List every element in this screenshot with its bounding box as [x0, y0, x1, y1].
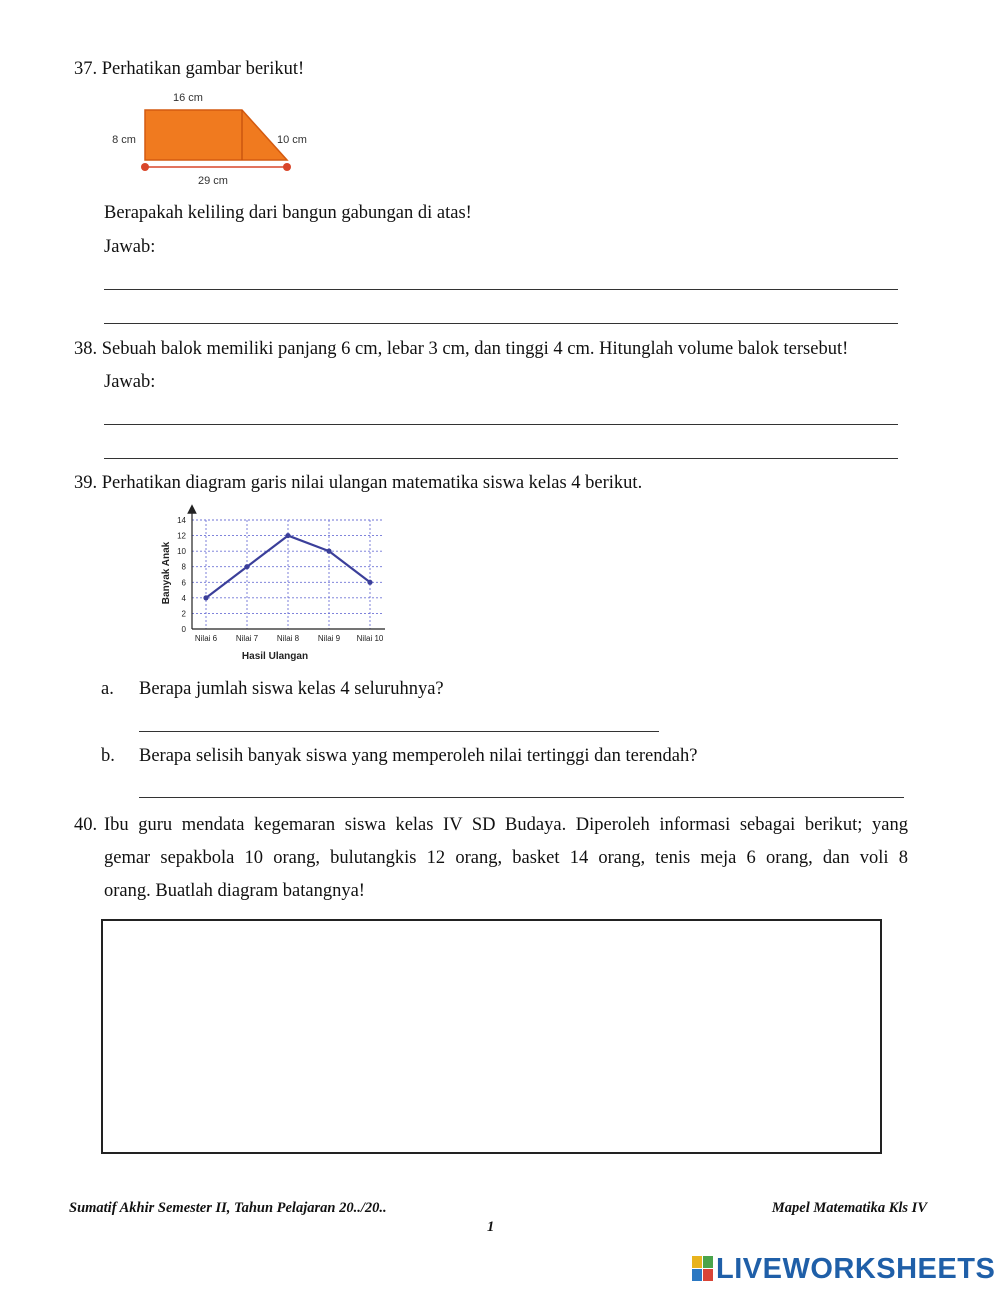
x-tick-label: Nilai 8 — [276, 634, 300, 643]
x-tick-label: Nilai 10 — [356, 634, 384, 643]
composite-shape — [145, 110, 287, 160]
label-bottom: 29 cm — [198, 175, 228, 187]
y-tick-label: 10 — [177, 547, 186, 557]
y-tick-label: 4 — [181, 593, 186, 603]
q37-number: 37. — [74, 59, 98, 79]
base-measure-dot-left — [141, 163, 149, 171]
y-tick-label: 0 — [181, 625, 186, 634]
q38-answer-line-2[interactable] — [104, 458, 898, 459]
q39-sub-a: Berapa jumlah siswa kelas 4 seluruhnya? — [139, 679, 444, 699]
q38-number: 38. — [74, 339, 98, 359]
data-point — [367, 580, 372, 585]
q40-line-3: orang. Buatlah diagram batangnya! — [104, 881, 365, 901]
x-tick-label: Nilai 7 — [235, 634, 259, 643]
composite-shape-figure — [100, 85, 330, 190]
data-point — [326, 549, 331, 554]
q37-answer-line-1[interactable] — [104, 289, 898, 290]
bar-chart-answer-box[interactable] — [101, 919, 882, 1154]
footer-right: Mapel Matematika Kls IV — [771, 1200, 927, 1216]
label-left: 8 cm — [112, 134, 136, 146]
x-tick-label: Nilai 6 — [194, 634, 218, 643]
liveworksheets-logo — [692, 1253, 995, 1285]
y-tick-label: 6 — [181, 578, 186, 588]
q39-sub-b-letter: b. — [101, 746, 115, 766]
q38-answer-label: Jawab: — [104, 372, 156, 392]
data-point — [244, 564, 249, 569]
q39-sub-a-letter: a. — [101, 679, 114, 699]
line-chart — [155, 503, 395, 665]
liveworksheets-logo-icon — [692, 1256, 714, 1282]
q37-answer-line-2[interactable] — [104, 323, 898, 324]
footer-left: Sumatif Akhir Semester II, Tahun Pelajaran 20../20.. — [69, 1200, 387, 1216]
q38 — [74, 337, 848, 361]
q40-line-1: Ibu guru mendata kegemaran siswa kelas IV SD Budaya. Diperoleh informasi sebagai berikut; yang — [104, 815, 908, 835]
q37 — [74, 57, 304, 81]
x-axis-label: Hasil Ulangan — [241, 651, 309, 662]
q37-prompt: Perhatikan gambar berikut! — [101, 59, 305, 79]
y-tick-label: 2 — [181, 609, 186, 619]
data-point — [203, 595, 208, 600]
base-measure-dot-right — [283, 163, 291, 171]
label-right: 10 cm — [277, 134, 307, 146]
q38-answer-line-1[interactable] — [104, 424, 898, 425]
q38-question: Sebuah balok memiliki panjang 6 cm, lebar 3 cm, dan tinggi 4 cm. Hitunglah volume balok tersebut! — [101, 339, 849, 359]
q40-line-2: gemar sepakbola 10 orang, bulutangkis 12 orang, basket 14 orang, tenis meja 6 orang, dan voli 8 — [104, 848, 908, 868]
q39-sub-a-answer-line[interactable] — [139, 731, 659, 732]
q39-sub-b-answer-line[interactable] — [139, 797, 904, 798]
y-axis-label: Banyak Anak — [161, 541, 172, 605]
liveworksheets-logo-text: LIVEWORKSHEETS — [716, 1252, 996, 1285]
page-number: 1 — [487, 1219, 495, 1235]
q39-prompt: Perhatikan diagram garis nilai ulangan matematika siswa kelas 4 berikut. — [101, 473, 643, 493]
q40-number: 40. — [74, 815, 98, 835]
q39 — [74, 471, 642, 495]
q39-sub-b: Berapa selisih banyak siswa yang memperoleh nilai tertinggi dan terendah? — [139, 746, 698, 766]
q37-question: Berapakah keliling dari bangun gabungan di atas! — [104, 203, 472, 223]
label-top: 16 cm — [173, 92, 203, 104]
y-tick-label: 14 — [177, 516, 186, 525]
x-tick-label: Nilai 9 — [317, 634, 341, 643]
q39-number: 39. — [74, 473, 98, 493]
y-tick-label: 12 — [177, 531, 186, 541]
y-tick-label: 8 — [181, 562, 186, 572]
data-point — [285, 533, 290, 538]
q37-answer-label: Jawab: — [104, 237, 156, 257]
